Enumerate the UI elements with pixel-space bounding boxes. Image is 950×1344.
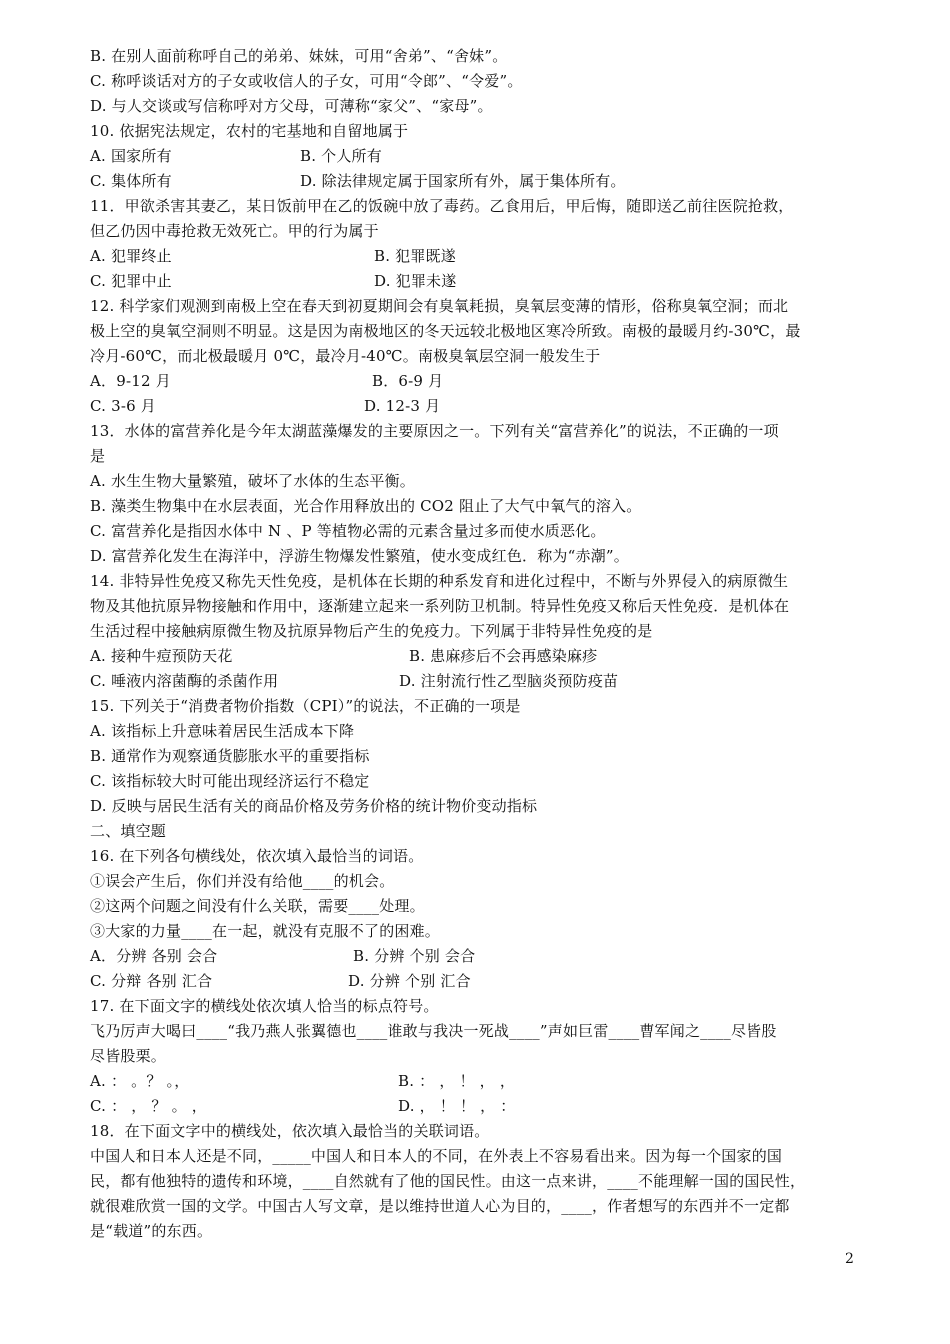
text-line: ①误会产生后，你们并没有给他____的机会。: [90, 872, 395, 890]
text-line: 极上空的臭氧空洞则不明显。这是因为南极地区的冬天远较北极地区寒冷所致。南极的最暖月约-30℃，最: [90, 322, 801, 340]
text-line: ③大家的力量____在一起，就没有克服不了的困难。: [90, 922, 441, 940]
option-right: D. 12-3 月: [364, 397, 441, 415]
text-line: C. 富营养化是指因水体中 N 、P 等植物必需的元素含量过多而使水质恶化。: [90, 522, 606, 540]
text-line: 16. 在下列各句横线处，依次填入最恰当的词语。: [90, 847, 424, 865]
text-line: 是: [90, 447, 106, 465]
option-right: B. 犯罪既遂: [374, 247, 456, 265]
text-line: 12. 科学家们观测到南极上空在春天到初夏期间会有臭氧耗损，臭氧层变薄的情形，俗称臭氧空洞；而北: [90, 297, 789, 315]
text-line: [90, 144, 872, 169]
text-line: B. 藻类生物集中在水层表面，光合作用释放出的 CO2 阻止了大气中氧气的溶入。: [90, 497, 642, 515]
option-left: C. ： ， ？ 。 ，: [90, 1097, 207, 1115]
text-line: ②这两个问题之间没有什么关联，需要____处理。: [90, 897, 425, 915]
text-line: D. 与人交谈或写信称呼对方父母，可薄称“家父”、“家母”。: [90, 97, 493, 115]
text-line: [90, 1069, 872, 1094]
text-line: 是“载道”的东西。: [90, 1222, 213, 1240]
text-line: 13．水体的富营养化是今年太湖蓝藻爆发的主要原因之一。下列有关“富营养化”的说法，不正确的一项: [90, 422, 779, 440]
text-line: [90, 394, 872, 419]
option-left: C. 唾液内溶菌酶的杀菌作用: [90, 672, 279, 690]
option-left: A. 犯罪终止: [90, 247, 172, 265]
option-left: C. 集体所有: [90, 172, 172, 190]
text-line: [90, 1094, 872, 1119]
text-line: 中国人和日本人还是不同，_____中国人和日本人的不同，在外表上不容易看出来。因为每一个国家的国: [90, 1147, 783, 1165]
text-line: A. 该指标上升意味着居民生活成本下降: [90, 722, 355, 740]
text-line: [90, 944, 872, 969]
option-right: D. 犯罪未遂: [374, 272, 457, 290]
option-right: D. 注射流行性乙型脑炎预防疫苗: [399, 672, 619, 690]
text-line: C. 该指标较大时可能出现经济运行不稳定: [90, 772, 370, 790]
text-line: 15. 下列关于“消费者物价指数（CPI）”的说法，不正确的一项是: [90, 697, 521, 715]
option-right: D. ， ！ ！ ， ：: [398, 1097, 516, 1115]
text-line: 冷月-60℃，而北极最暖月 0℃，最冷月-40℃。南极臭氧层空洞一般发生于: [90, 347, 601, 365]
text-line: C. 称呼谈话对方的子女或收信人的子女，可用“令郎”、“令爱”。: [90, 72, 523, 90]
text-line: 二、填空题: [90, 822, 167, 840]
text-line: 14. 非特异性免疫又称先天性免疫，是机体在长期的种系发育和进化过程中，不断与外界侵入的病原微生: [90, 572, 789, 590]
option-left: C. 分辩 各别 汇合: [90, 972, 213, 990]
text-line: 17. 在下面文字的横线处依次填人恰当的标点符号。: [90, 997, 439, 1015]
option-right: B. 分辨 个别 会合: [353, 947, 476, 965]
option-right: D. 分辨 个别 汇合: [348, 972, 471, 990]
text-line: 飞乃厉声大喝曰____“我乃燕人张翼德也____谁敢与我决一死战____”声如巨雷____曹军闻之____尽皆股: [90, 1022, 777, 1040]
text-line: 11．甲欲杀害其妻乙，某日饭前甲在乙的饭碗中放了毒药。乙食用后，甲后悔，随即送乙前往医院抢救，: [90, 197, 794, 215]
option-left: A. ： 。？ 。，: [90, 1072, 190, 1090]
page-number: 2: [845, 1251, 854, 1267]
text-line: 物及其他抗原异物接触和作用中，逐渐建立起来一系列防卫机制。特异性免疫又称后天性免疫．是机体在: [90, 597, 790, 615]
text-line: 就很难欣赏一国的文学。中国古人写文章，是以维持世道人心为目的，____，作者想写的东西并不一定都: [90, 1197, 790, 1215]
text-line: [90, 369, 872, 394]
option-left: A．9-12 月: [90, 372, 171, 390]
text-line: 18．在下面文字中的横线处，依次填入最恰当的关联词语。: [90, 1122, 490, 1140]
text-line: [90, 669, 872, 694]
option-right: B．6-9 月: [372, 372, 444, 390]
text-line: 尽皆股栗。: [90, 1047, 167, 1065]
text-line: [90, 269, 872, 294]
text-line: 但乙仍因中毒抢救无效死亡。甲的行为属于: [90, 222, 379, 240]
text-line: D. 反映与居民生活有关的商品价格及劳务价格的统计物价变动指标: [90, 797, 538, 815]
option-right: B. 患麻疹后不会再感染麻疹: [409, 647, 598, 665]
text-line: A. 水生生物大量繁殖，破坏了水体的生态平衡。: [90, 472, 415, 490]
text-line: [90, 644, 872, 669]
text-line: 民，都有他独特的遗传和环境，____自然就有了他的国民性。由这一点来讲，____不能理解一国的国民性，: [90, 1172, 806, 1190]
option-left: A. 国家所有: [90, 147, 172, 165]
option-right: B. 个人所有: [300, 147, 382, 165]
text-line: [90, 169, 872, 194]
option-left: C. 3-6 月: [90, 397, 157, 415]
text-line: B. 通常作为观察通货膨胀水平的重要指标: [90, 747, 370, 765]
text-line: D. 富营养化发生在海洋中，浮游生物爆发性繁殖，使水变成红色．称为“赤潮”。: [90, 547, 629, 565]
option-left: A. 接种牛痘预防天花: [90, 647, 233, 665]
text-line: 生活过程中接触病原微生物及抗原异物后产生的免疫力。下列属于非特异性免疫的是: [90, 622, 653, 640]
option-right: B. ： ， ！ ， ，: [398, 1072, 516, 1090]
page-content: [90, 44, 872, 1244]
option-right: D. 除法律规定属于国家所有外，属于集体所有。: [300, 172, 626, 190]
text-line: [90, 244, 872, 269]
text-line: B. 在别人面前称呼自己的弟弟、妹妹，可用“舍弟”、“舍妹”。: [90, 47, 508, 65]
text-line: 10. 依据宪法规定，农村的宅基地和自留地属于: [90, 122, 409, 140]
text-line: [90, 969, 872, 994]
option-left: C. 犯罪中止: [90, 272, 172, 290]
option-left: A．分辨 各别 会合: [90, 947, 218, 965]
